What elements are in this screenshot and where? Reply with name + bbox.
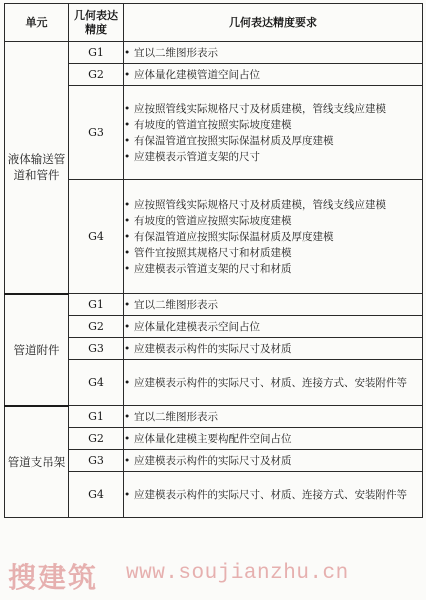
requirement-item	[124, 229, 422, 245]
level-cell: G3	[69, 338, 124, 360]
header-requirement: 几何表达精度要求	[124, 4, 423, 42]
bullet-icon: •	[124, 262, 131, 275]
level-cell: G4	[69, 472, 124, 518]
requirement-cell	[124, 360, 423, 406]
requirement-item	[124, 297, 422, 313]
table-row	[5, 406, 423, 428]
requirement-item	[124, 67, 422, 83]
requirement-cell	[124, 338, 423, 360]
requirement-text: 有保温管道应按照实际保温材质及厚度建模	[134, 230, 334, 243]
requirement-text: 有坡度的管道宜按照实际坡度建模	[134, 118, 292, 131]
table-row	[5, 294, 423, 316]
requirement-text: 应按照管线实际规格尺寸及材质建模，管线支线应建模	[134, 102, 386, 115]
requirement-text: 宜以二维图形表示	[134, 46, 218, 59]
requirement-text: 宜以二维图形表示	[134, 298, 218, 311]
bullet-icon: •	[124, 150, 131, 163]
watermark-url: www.soujianzhu.cn	[126, 562, 349, 585]
requirement-text: 应建模表示构件的实际尺寸、材质、连接方式、安装附件等	[134, 376, 407, 389]
header-unit: 单元	[5, 4, 69, 42]
level-cell: G4	[69, 180, 124, 294]
requirement-item	[124, 133, 422, 149]
level-cell: G2	[69, 428, 124, 450]
unit-cell: 管道附件	[5, 294, 69, 406]
bullet-icon: •	[124, 134, 131, 147]
level-cell: G1	[69, 294, 124, 316]
watermark	[8, 556, 422, 592]
requirement-cell	[124, 428, 423, 450]
requirement-item	[124, 319, 422, 335]
requirement-text: 应建模表示管道支架的尺寸和材质	[134, 262, 292, 275]
requirement-item	[124, 245, 422, 261]
level-cell: G2	[69, 316, 124, 338]
bullet-icon: •	[124, 230, 131, 243]
requirement-item	[124, 453, 422, 469]
header-level: 几何表达精度	[69, 4, 124, 42]
requirement-text: 应建模表示构件的实际尺寸、材质、连接方式、安装附件等	[134, 488, 407, 501]
requirement-text: 应建模表示构件的实际尺寸及材质	[134, 342, 292, 355]
requirement-item	[124, 431, 422, 447]
requirement-item	[124, 197, 422, 213]
unit-cell: 管道支吊架	[5, 406, 69, 518]
bullet-icon: •	[124, 68, 131, 81]
level-cell: G1	[69, 406, 124, 428]
requirement-cell	[124, 64, 423, 86]
level-cell: G1	[69, 42, 124, 64]
bullet-icon: •	[124, 102, 131, 115]
precision-table	[4, 3, 423, 518]
requirement-item	[124, 341, 422, 357]
requirement-text: 宜以二维图形表示	[134, 410, 218, 423]
bullet-icon: •	[124, 118, 131, 131]
requirement-item	[124, 409, 422, 425]
table-header-row	[5, 4, 423, 42]
requirement-cell	[124, 86, 423, 180]
bullet-icon: •	[124, 342, 131, 355]
watermark-logo-text: 搜建筑	[8, 561, 99, 594]
requirement-cell	[124, 406, 423, 428]
requirement-item	[124, 149, 422, 165]
requirement-text: 应体量化建模主要构配件空间占位	[134, 432, 292, 445]
requirement-text: 应按照管线实际规格尺寸及材质建模，管线支线应建模	[134, 198, 386, 211]
requirement-item	[124, 213, 422, 229]
unit-cell: 液体输送管道和管件	[5, 42, 69, 294]
requirement-text: 有保温管道宜按照实际保温材质及厚度建模	[134, 134, 334, 147]
requirement-cell	[124, 42, 423, 64]
bullet-icon: •	[124, 198, 131, 211]
bullet-icon: •	[124, 246, 131, 259]
requirement-text: 应建模表示管道支架的尺寸	[134, 150, 260, 163]
table-row	[5, 42, 423, 64]
requirement-text: 应建模表示构件的实际尺寸及材质	[134, 454, 292, 467]
requirement-cell	[124, 450, 423, 472]
requirement-item	[124, 375, 422, 391]
requirement-text: 管件宜按照其规格尺寸和材质建模	[134, 246, 292, 259]
requirement-cell	[124, 472, 423, 518]
level-cell: G2	[69, 64, 124, 86]
requirement-item	[124, 117, 422, 133]
requirement-cell	[124, 180, 423, 294]
requirement-item	[124, 487, 422, 503]
level-cell: G4	[69, 360, 124, 406]
bullet-icon: •	[124, 376, 131, 389]
requirement-item	[124, 101, 422, 117]
bullet-icon: •	[124, 454, 131, 467]
table-body	[5, 42, 423, 518]
bullet-icon: •	[124, 214, 131, 227]
requirement-cell	[124, 316, 423, 338]
bullet-icon: •	[124, 410, 131, 423]
requirement-text: 应体量化建模表示空间占位	[134, 320, 260, 333]
requirement-item	[124, 45, 422, 61]
bullet-icon: •	[124, 320, 131, 333]
bullet-icon: •	[124, 46, 131, 59]
requirement-text: 应体量化建模管道空间占位	[134, 68, 260, 81]
requirement-text: 有坡度的管道应按照实际坡度建模	[134, 214, 292, 227]
bullet-icon: •	[124, 432, 131, 445]
level-cell: G3	[69, 450, 124, 472]
bullet-icon: •	[124, 488, 131, 501]
level-cell: G3	[69, 86, 124, 180]
bullet-icon: •	[124, 298, 131, 311]
requirement-cell	[124, 294, 423, 316]
requirement-item	[124, 261, 422, 277]
